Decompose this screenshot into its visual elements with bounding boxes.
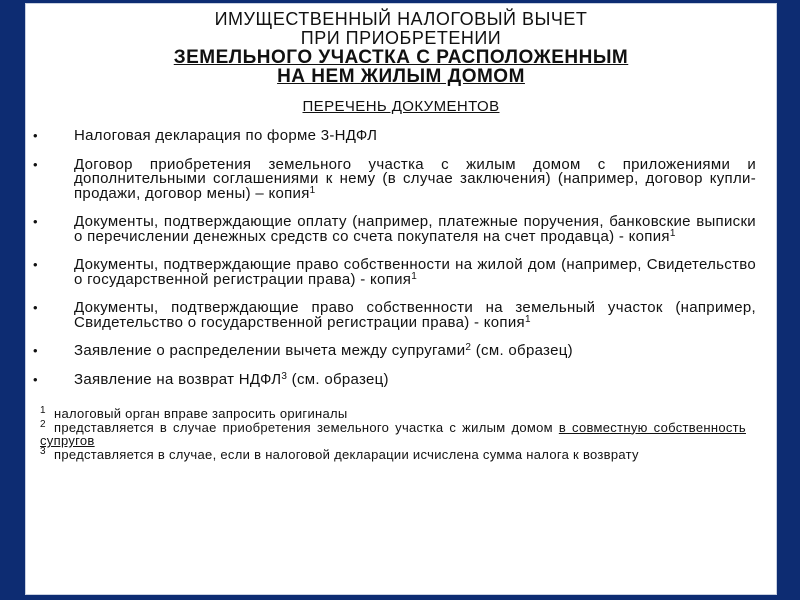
footnote-ref: 1: [309, 184, 316, 196]
footnote-underlined-text: в совместную собственность супругов: [40, 419, 746, 448]
item-text: Налоговая декларация по форме 3-НДФЛ: [74, 127, 378, 144]
footnote-text: налоговый орган вправе запросить оригиналы: [54, 406, 348, 421]
item-tail: (см. образец): [287, 370, 389, 388]
item-tail: (см. образец): [471, 342, 573, 359]
list-item: [26, 370, 776, 388]
list-item: [26, 258, 776, 287]
list-item: [26, 129, 776, 144]
title-line-1: ИМУЩЕСТВЕННЫЙ НАЛОГОВЫЙ ВЫЧЕТ: [214, 9, 588, 29]
list-item: [26, 155, 776, 202]
bullet-icon: •: [33, 343, 38, 358]
footnote-ref: 1: [669, 227, 676, 239]
documents-list-heading: ПЕРЕЧЕНЬ ДОКУМЕНТОВ: [302, 98, 500, 115]
footnote-text: представляется в случае, если в налоговой декларации исчислена сумма налога к возврату: [54, 446, 639, 462]
title-line-4: НА НЕМ ЖИЛЫМ ДОМОМ: [277, 66, 525, 87]
title-line-2: ПРИ ПРИОБРЕТЕНИИ: [300, 28, 502, 48]
list-item: [26, 301, 776, 330]
footnote: 2 представляется в случае приобретения земельного участка с жилым домом в совместную собственность супругов: [40, 418, 746, 448]
footnote-ref: 1: [411, 270, 418, 282]
documents-list: [26, 129, 776, 387]
bullet-icon: •: [33, 156, 38, 172]
page-title: [26, 10, 776, 86]
item-text: Документы, подтверждающие право собственности на жилой дом (например, Свидетельство о государственной регистрации права) - копия: [74, 256, 756, 288]
list-item: [26, 344, 776, 359]
footnote-ref: 1: [524, 313, 531, 325]
bullet-icon: •: [33, 371, 38, 387]
item-text: Договор приобретения земельного участка с жилым домом с приложениями и дополнительными соглашениями к нему (в случае заключения) (например, договор купли-продажи, договор мены) – копия: [74, 155, 756, 202]
footnote: 3 представляется в случае, если в налоговой декларации исчислена сумма налога к возврату: [40, 445, 639, 462]
item-text: Заявление на возврат НДФЛ: [74, 370, 282, 388]
document-page: [25, 3, 777, 595]
bullet-icon: •: [33, 214, 38, 229]
item-text: Заявление о распределении вычета между супругами: [74, 342, 466, 359]
bullet-icon: •: [33, 300, 38, 315]
item-text: Документы, подтверждающие право собственности на земельный участок (например, Свидетельство о государственной регистрации права) - копия: [74, 299, 756, 331]
title-line-3: ЗЕМЕЛЬНОГО УЧАСТКА С РАСПОЛОЖЕННЫМ: [173, 47, 629, 68]
bullet-icon: •: [33, 128, 38, 143]
item-text: Документы, подтверждающие оплату (например, платежные поручения, банковские выписки о перечислении денежных средств со счета покупателя на счет продавца) - копия: [74, 213, 756, 245]
footnote-text: представляется в случае приобретения земельного участка с жилым домом: [54, 419, 559, 435]
list-item: [26, 215, 776, 244]
footnote-ref: 3: [281, 370, 288, 382]
footnote: 1 налоговый орган вправе запросить оригиналы: [40, 405, 348, 421]
footnotes: [26, 407, 776, 461]
footnote-ref: 2: [465, 342, 472, 353]
bullet-icon: •: [33, 257, 38, 272]
